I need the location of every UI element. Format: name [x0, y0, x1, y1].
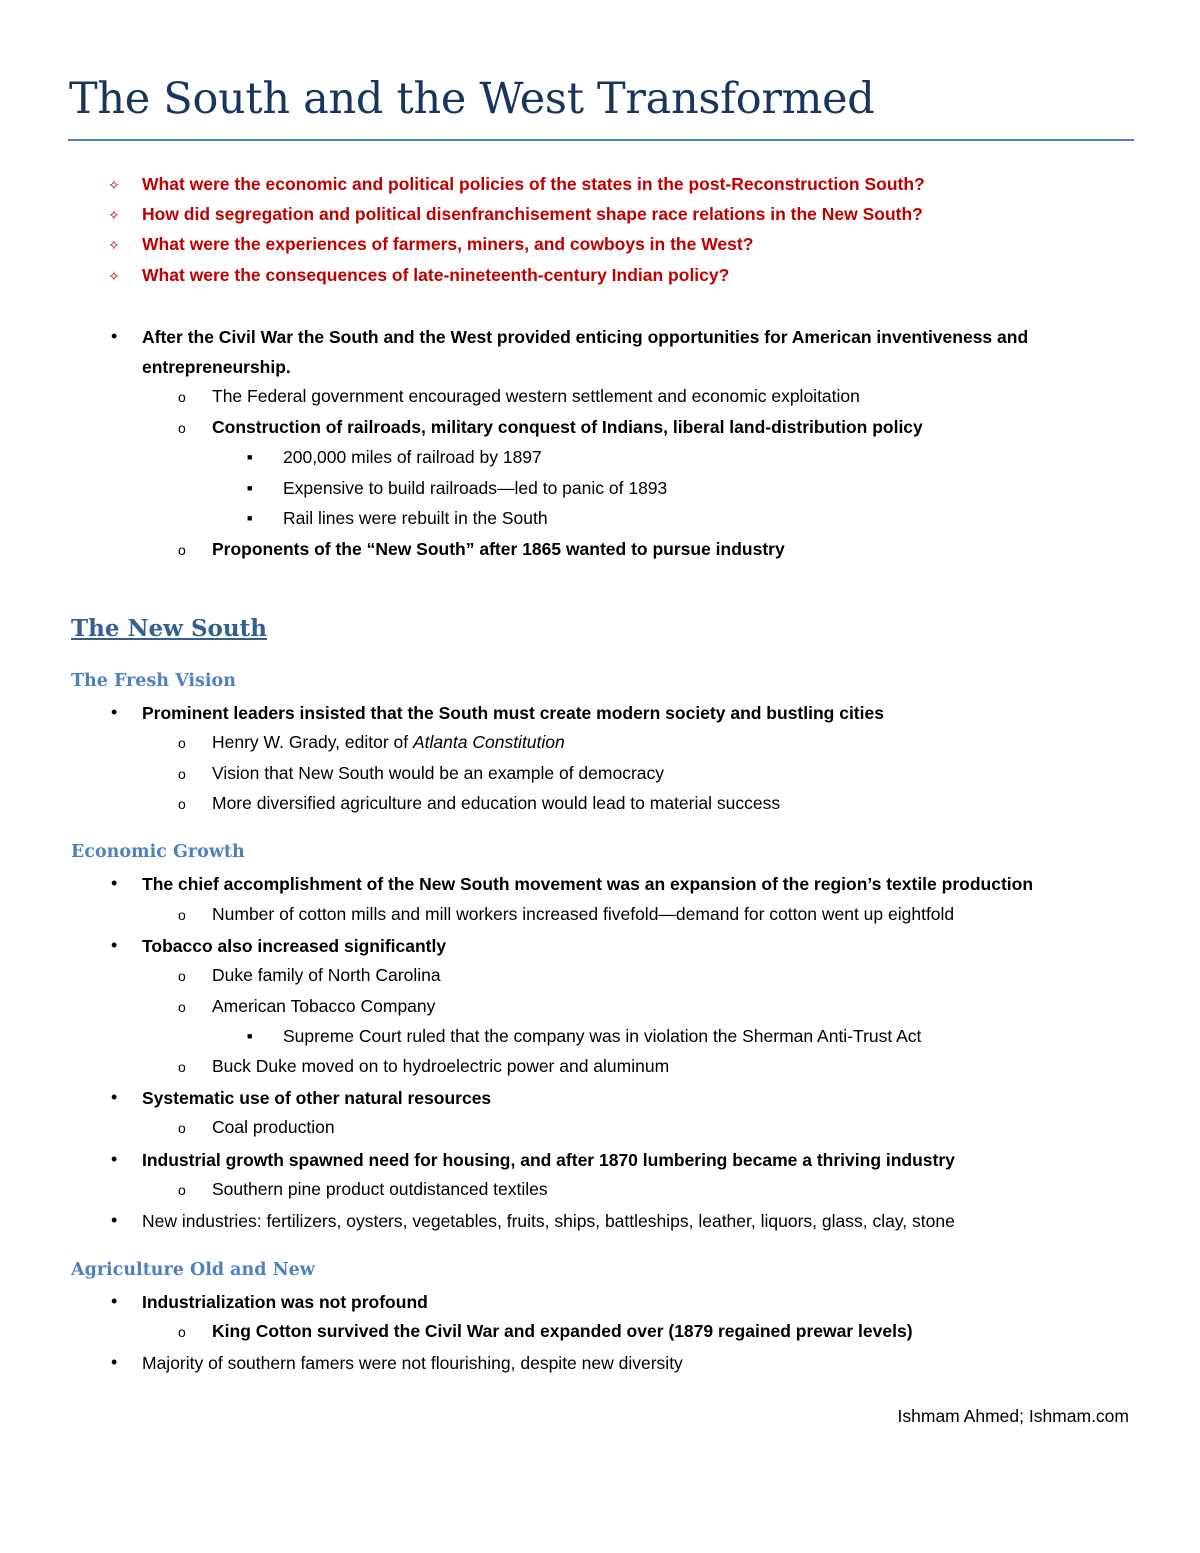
bullet-icon: •	[111, 873, 118, 893]
square-bullet-icon: ■	[247, 452, 253, 462]
bullet-icon: •	[111, 1210, 118, 1230]
intro-main-line1: After the Civil War the South and the West provided enticing opportunities for American inventiveness and	[142, 327, 1029, 347]
economic-growth-item-1-sub-1: Number of cotton mills and mill workers increased fivefold—demand for cotton went up eightfold	[212, 904, 955, 924]
square-bullet-icon: ■	[247, 483, 253, 493]
agriculture-item-1: Industrialization was not profound	[142, 1292, 428, 1312]
economic-growth-item-2: Tobacco also increased significantly	[142, 936, 447, 956]
circle-bullet-icon: o	[178, 907, 186, 923]
question-1: What were the economic and political policies of the states in the post-Reconstruction South?	[142, 174, 925, 194]
square-bullet-icon: ■	[247, 513, 253, 523]
economic-growth-item-4: Industrial growth spawned need for housing, and after 1870 lumbering became a thriving industry	[142, 1150, 955, 1170]
bullet-icon: •	[111, 1149, 118, 1169]
circle-bullet-icon: o	[178, 1324, 186, 1340]
economic-growth-item-5: New industries: fertilizers, oysters, vegetables, fruits, ships, battleships, leather, liquors, glass, clay, stone	[142, 1211, 955, 1231]
fresh-vision-main: Prominent leaders insisted that the South must create modern society and bustling cities	[142, 703, 884, 723]
question-4: What were the consequences of late-nineteenth-century Indian policy?	[142, 265, 730, 285]
intro-sub-2: Construction of railroads, military conquest of Indians, liberal land-distribution policy	[212, 417, 923, 437]
economic-growth-item-2-sub-2-item: Supreme Court ruled that the company was in violation the Sherman Anti-Trust Act	[283, 1026, 922, 1046]
bullet-icon: •	[111, 702, 118, 722]
subheading-economic-growth: Economic Growth	[71, 842, 245, 862]
circle-bullet-icon: o	[178, 968, 186, 984]
diamond-bullet-icon: ✧	[108, 237, 120, 253]
bullet-icon: •	[111, 326, 118, 346]
intro-sub2-item-1: 200,000 miles of railroad by 1897	[283, 447, 542, 467]
circle-bullet-icon: o	[178, 766, 186, 782]
question-2: How did segregation and political disenfranchisement shape race relations in the New South?	[142, 204, 923, 224]
fresh-vision-sub-2: Vision that New South would be an example of democracy	[212, 763, 665, 783]
intro-sub2-item-3: Rail lines were rebuilt in the South	[283, 508, 548, 528]
bullet-icon: •	[111, 1087, 118, 1107]
economic-growth-item-3: Systematic use of other natural resources	[142, 1088, 492, 1108]
footer-credit: Ishmam Ahmed; Ishmam.com	[897, 1406, 1129, 1426]
circle-bullet-icon: o	[178, 389, 186, 405]
economic-growth-item-4-sub-1: Southern pine product outdistanced textiles	[212, 1179, 548, 1199]
diamond-bullet-icon: ✧	[108, 207, 120, 223]
circle-bullet-icon: o	[178, 542, 186, 558]
subheading-agriculture: Agriculture Old and New	[71, 1260, 315, 1280]
circle-bullet-icon: o	[178, 999, 186, 1015]
agriculture-item-1-sub-1: King Cotton survived the Civil War and expanded over (1879 regained prewar levels)	[212, 1321, 913, 1341]
fresh-vision-sub-1	[212, 731, 565, 753]
economic-growth-item-2-sub-3: Buck Duke moved on to hydroelectric power and aluminum	[212, 1056, 670, 1076]
circle-bullet-icon: o	[178, 420, 186, 436]
document-title: The South and the West Transformed	[69, 74, 875, 124]
intro-sub-1: The Federal government encouraged western settlement and economic exploitation	[212, 386, 860, 406]
bullet-icon: •	[111, 935, 118, 955]
diamond-bullet-icon: ✧	[108, 268, 120, 284]
intro-sub2-item-2: Expensive to build railroads—led to panic of 1893	[283, 478, 668, 498]
diamond-bullet-icon: ✧	[108, 177, 120, 193]
economic-growth-item-1: The chief accomplishment of the New South movement was an expansion of the region’s textile production	[142, 874, 1034, 894]
economic-growth-item-2-sub-2: American Tobacco Company	[212, 996, 436, 1016]
circle-bullet-icon: o	[178, 1059, 186, 1075]
economic-growth-item-2-sub-1: Duke family of North Carolina	[212, 965, 441, 985]
circle-bullet-icon: o	[178, 1182, 186, 1198]
newspaper-title: Atlanta Constitution	[413, 732, 565, 752]
fresh-vision-sub-3: More diversified agriculture and education would lead to material success	[212, 793, 781, 813]
intro-main-line2: entrepreneurship.	[142, 357, 291, 377]
square-bullet-icon: ■	[247, 1031, 253, 1041]
circle-bullet-icon: o	[178, 796, 186, 812]
circle-bullet-icon: o	[178, 735, 186, 751]
subheading-fresh-vision: The Fresh Vision	[71, 671, 236, 691]
bullet-icon: •	[111, 1291, 118, 1311]
section-heading: The New South	[71, 615, 267, 642]
question-3: What were the experiences of farmers, miners, and cowboys in the West?	[142, 234, 754, 254]
title-rule	[68, 139, 1134, 141]
agriculture-item-2: Majority of southern famers were not flourishing, despite new diversity	[142, 1353, 683, 1373]
economic-growth-item-3-sub-1: Coal production	[212, 1117, 335, 1137]
intro-sub-3: Proponents of the “New South” after 1865 wanted to pursue industry	[212, 539, 785, 559]
fresh-vision-sub-1-text: Henry W. Grady, editor of	[212, 732, 413, 752]
bullet-icon: •	[111, 1352, 118, 1372]
circle-bullet-icon: o	[178, 1120, 186, 1136]
